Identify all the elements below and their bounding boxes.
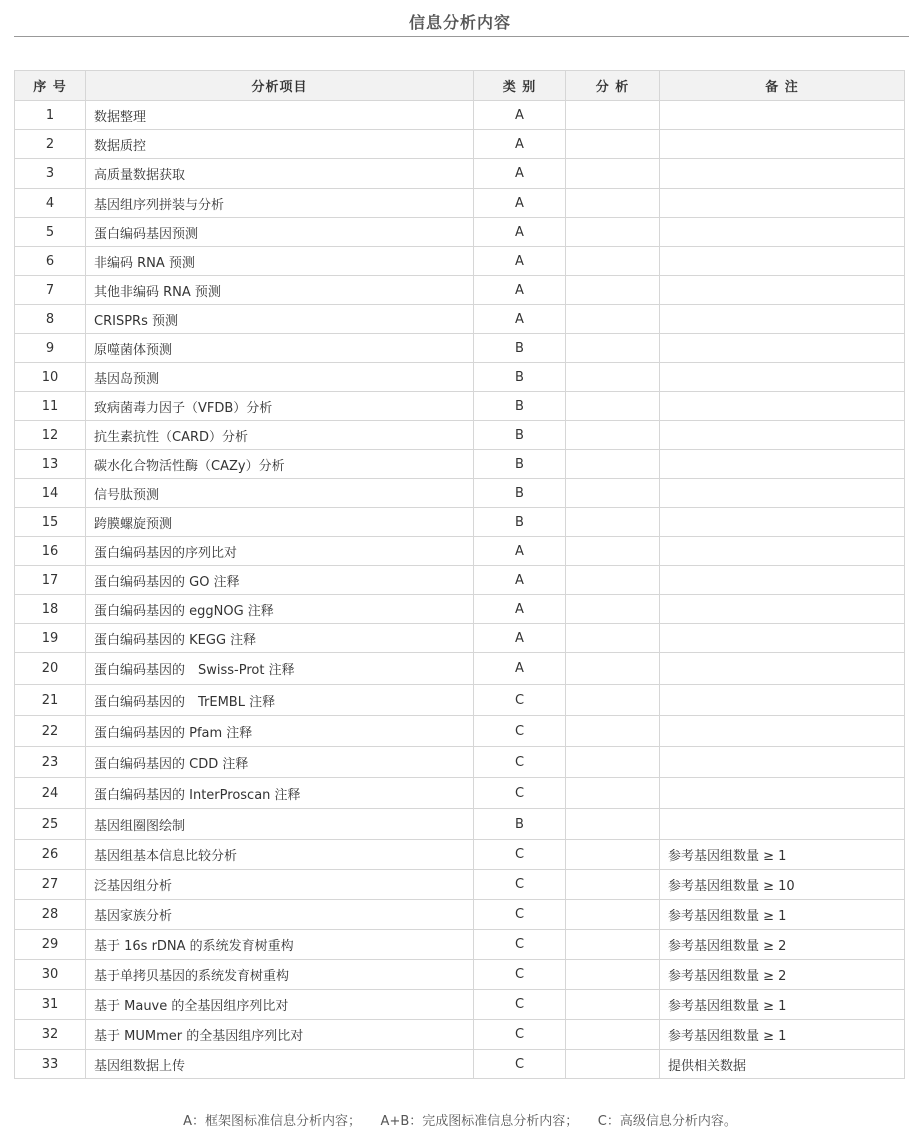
row-number: 17 bbox=[15, 566, 86, 595]
row-category: C bbox=[474, 840, 566, 870]
row-note bbox=[660, 130, 905, 159]
row-number: 5 bbox=[15, 218, 86, 247]
row-analysis bbox=[566, 747, 660, 778]
table-row bbox=[15, 334, 905, 363]
row-note: 参考基因组数量 ≥ 1 bbox=[660, 1020, 905, 1050]
row-category: B bbox=[474, 363, 566, 392]
table-row bbox=[15, 101, 905, 130]
row-note bbox=[660, 392, 905, 421]
row-item: 蛋白编码基因的 eggNOG 注释 bbox=[86, 595, 474, 624]
row-number: 9 bbox=[15, 334, 86, 363]
row-category: A bbox=[474, 305, 566, 334]
row-number: 25 bbox=[15, 809, 86, 840]
row-category: A bbox=[474, 218, 566, 247]
row-item: 跨膜螺旋预测 bbox=[86, 508, 474, 537]
table-row bbox=[15, 716, 905, 747]
row-number: 21 bbox=[15, 685, 86, 716]
row-item: 基于 16s rDNA 的系统发育树重构 bbox=[86, 930, 474, 960]
row-note: 参考基因组数量 ≥ 1 bbox=[660, 900, 905, 930]
table-row bbox=[15, 305, 905, 334]
table-row bbox=[15, 685, 905, 716]
table-row bbox=[15, 595, 905, 624]
row-category: B bbox=[474, 508, 566, 537]
row-item: 蛋白编码基因预测 bbox=[86, 218, 474, 247]
row-category: B bbox=[474, 392, 566, 421]
row-analysis bbox=[566, 685, 660, 716]
row-item: 蛋白编码基因的 InterProscan 注释 bbox=[86, 778, 474, 809]
row-note bbox=[660, 685, 905, 716]
row-category: A bbox=[474, 130, 566, 159]
row-item: 抗生素抗性（CARD）分析 bbox=[86, 421, 474, 450]
row-analysis bbox=[566, 421, 660, 450]
row-note bbox=[660, 101, 905, 130]
row-note bbox=[660, 450, 905, 479]
row-item: 蛋白编码基因的 Swiss-Prot 注释 bbox=[86, 653, 474, 685]
row-note bbox=[660, 809, 905, 840]
row-analysis bbox=[566, 595, 660, 624]
row-number: 14 bbox=[15, 479, 86, 508]
row-number: 20 bbox=[15, 653, 86, 685]
table-row bbox=[15, 247, 905, 276]
row-analysis bbox=[566, 305, 660, 334]
row-category: C bbox=[474, 747, 566, 778]
row-category: C bbox=[474, 1050, 566, 1079]
row-category: A bbox=[474, 247, 566, 276]
row-number: 22 bbox=[15, 716, 86, 747]
row-item: 基于单拷贝基因的系统发育树重构 bbox=[86, 960, 474, 990]
header-item: 分析项目 bbox=[86, 71, 474, 101]
row-analysis bbox=[566, 778, 660, 809]
row-note bbox=[660, 421, 905, 450]
row-category: A bbox=[474, 189, 566, 218]
row-number: 31 bbox=[15, 990, 86, 1020]
row-number: 12 bbox=[15, 421, 86, 450]
table-body bbox=[15, 101, 905, 1079]
table-row bbox=[15, 1050, 905, 1079]
row-item: 蛋白编码基因的 CDD 注释 bbox=[86, 747, 474, 778]
table-row bbox=[15, 1020, 905, 1050]
row-note bbox=[660, 479, 905, 508]
row-category: C bbox=[474, 930, 566, 960]
table-row bbox=[15, 450, 905, 479]
row-analysis bbox=[566, 247, 660, 276]
row-category: A bbox=[474, 159, 566, 189]
row-category: A bbox=[474, 276, 566, 305]
row-analysis bbox=[566, 566, 660, 595]
title-divider bbox=[14, 36, 909, 37]
row-analysis bbox=[566, 508, 660, 537]
row-analysis bbox=[566, 276, 660, 305]
table-row bbox=[15, 809, 905, 840]
row-category: C bbox=[474, 960, 566, 990]
row-item: 基于 MUMmer 的全基因组序列比对 bbox=[86, 1020, 474, 1050]
row-analysis bbox=[566, 130, 660, 159]
row-note bbox=[660, 159, 905, 189]
row-number: 16 bbox=[15, 537, 86, 566]
row-number: 4 bbox=[15, 189, 86, 218]
table-row bbox=[15, 624, 905, 653]
analysis-table bbox=[14, 70, 905, 1079]
row-number: 26 bbox=[15, 840, 86, 870]
table-row bbox=[15, 421, 905, 450]
row-analysis bbox=[566, 840, 660, 870]
row-analysis bbox=[566, 653, 660, 685]
table-row bbox=[15, 130, 905, 159]
row-item: 蛋白编码基因的 Pfam 注释 bbox=[86, 716, 474, 747]
row-analysis bbox=[566, 990, 660, 1020]
row-analysis bbox=[566, 159, 660, 189]
table-row bbox=[15, 653, 905, 685]
row-note bbox=[660, 247, 905, 276]
row-analysis bbox=[566, 334, 660, 363]
row-note: 参考基因组数量 ≥ 1 bbox=[660, 840, 905, 870]
row-item: 高质量数据获取 bbox=[86, 159, 474, 189]
row-item: 基因组序列拼装与分析 bbox=[86, 189, 474, 218]
row-analysis bbox=[566, 479, 660, 508]
row-note bbox=[660, 778, 905, 809]
row-analysis bbox=[566, 960, 660, 990]
row-category: B bbox=[474, 809, 566, 840]
row-item: 致病菌毒力因子（VFDB）分析 bbox=[86, 392, 474, 421]
row-analysis bbox=[566, 809, 660, 840]
row-item: 原噬菌体预测 bbox=[86, 334, 474, 363]
row-item: 蛋白编码基因的序列比对 bbox=[86, 537, 474, 566]
row-category: B bbox=[474, 450, 566, 479]
row-note bbox=[660, 218, 905, 247]
table-row bbox=[15, 159, 905, 189]
row-item: 蛋白编码基因的 KEGG 注释 bbox=[86, 624, 474, 653]
row-number: 11 bbox=[15, 392, 86, 421]
row-item: CRISPRs 预测 bbox=[86, 305, 474, 334]
table-row bbox=[15, 990, 905, 1020]
row-number: 24 bbox=[15, 778, 86, 809]
row-category: A bbox=[474, 101, 566, 130]
row-number: 8 bbox=[15, 305, 86, 334]
row-number: 27 bbox=[15, 870, 86, 900]
row-item: 基因组圈图绘制 bbox=[86, 809, 474, 840]
table-row bbox=[15, 508, 905, 537]
row-note: 参考基因组数量 ≥ 2 bbox=[660, 960, 905, 990]
row-analysis bbox=[566, 450, 660, 479]
row-number: 3 bbox=[15, 159, 86, 189]
row-number: 30 bbox=[15, 960, 86, 990]
header-note: 备 注 bbox=[660, 71, 905, 101]
row-item: 蛋白编码基因的 TrEMBL 注释 bbox=[86, 685, 474, 716]
category-legend: A：框架图标准信息分析内容； A+B：完成图标准信息分析内容； C：高级信息分析内容。 bbox=[183, 1114, 737, 1129]
row-analysis bbox=[566, 537, 660, 566]
row-analysis bbox=[566, 870, 660, 900]
table-row bbox=[15, 960, 905, 990]
row-category: A bbox=[474, 537, 566, 566]
table-row bbox=[15, 900, 905, 930]
table-row bbox=[15, 479, 905, 508]
row-category: B bbox=[474, 421, 566, 450]
row-item: 基因家族分析 bbox=[86, 900, 474, 930]
row-item: 基因岛预测 bbox=[86, 363, 474, 392]
row-number: 32 bbox=[15, 1020, 86, 1050]
row-category: C bbox=[474, 870, 566, 900]
row-item: 泛基因组分析 bbox=[86, 870, 474, 900]
row-number: 10 bbox=[15, 363, 86, 392]
row-category: B bbox=[474, 479, 566, 508]
row-note: 参考基因组数量 ≥ 1 bbox=[660, 990, 905, 1020]
table-header bbox=[15, 71, 905, 101]
row-category: A bbox=[474, 624, 566, 653]
row-note bbox=[660, 653, 905, 685]
header-category: 类 别 bbox=[474, 71, 566, 101]
row-number: 15 bbox=[15, 508, 86, 537]
row-note bbox=[660, 363, 905, 392]
row-number: 29 bbox=[15, 930, 86, 960]
row-number: 1 bbox=[15, 101, 86, 130]
row-note: 提供相关数据 bbox=[660, 1050, 905, 1079]
row-item: 基因组基本信息比较分析 bbox=[86, 840, 474, 870]
table-row bbox=[15, 778, 905, 809]
row-category: C bbox=[474, 990, 566, 1020]
row-note bbox=[660, 334, 905, 363]
row-note: 参考基因组数量 ≥ 2 bbox=[660, 930, 905, 960]
row-category: C bbox=[474, 778, 566, 809]
row-item: 非编码 RNA 预测 bbox=[86, 247, 474, 276]
row-analysis bbox=[566, 900, 660, 930]
row-item: 基于 Mauve 的全基因组序列比对 bbox=[86, 990, 474, 1020]
row-number: 19 bbox=[15, 624, 86, 653]
table-row bbox=[15, 363, 905, 392]
table-row bbox=[15, 930, 905, 960]
row-analysis bbox=[566, 101, 660, 130]
row-category: A bbox=[474, 595, 566, 624]
table-row bbox=[15, 566, 905, 595]
table-row bbox=[15, 392, 905, 421]
table-row bbox=[15, 276, 905, 305]
row-note bbox=[660, 305, 905, 334]
table-row bbox=[15, 747, 905, 778]
row-number: 6 bbox=[15, 247, 86, 276]
row-item: 数据质控 bbox=[86, 130, 474, 159]
row-category: C bbox=[474, 900, 566, 930]
row-note bbox=[660, 537, 905, 566]
header-row bbox=[15, 71, 905, 101]
row-number: 28 bbox=[15, 900, 86, 930]
row-analysis bbox=[566, 930, 660, 960]
row-analysis bbox=[566, 392, 660, 421]
row-item: 信号肽预测 bbox=[86, 479, 474, 508]
row-analysis bbox=[566, 1020, 660, 1050]
row-category: C bbox=[474, 685, 566, 716]
row-analysis bbox=[566, 624, 660, 653]
row-category: C bbox=[474, 1020, 566, 1050]
row-analysis bbox=[566, 189, 660, 218]
table-row bbox=[15, 870, 905, 900]
row-item: 数据整理 bbox=[86, 101, 474, 130]
row-number: 7 bbox=[15, 276, 86, 305]
row-analysis bbox=[566, 716, 660, 747]
row-item: 蛋白编码基因的 GO 注释 bbox=[86, 566, 474, 595]
header-analysis: 分 析 bbox=[566, 71, 660, 101]
row-category: A bbox=[474, 653, 566, 685]
table-row bbox=[15, 189, 905, 218]
row-note bbox=[660, 566, 905, 595]
page-title: 信息分析内容 bbox=[408, 13, 511, 32]
row-analysis bbox=[566, 363, 660, 392]
row-note bbox=[660, 508, 905, 537]
row-item: 碳水化合物活性酶（CAZy）分析 bbox=[86, 450, 474, 479]
row-note bbox=[660, 595, 905, 624]
row-note bbox=[660, 189, 905, 218]
row-category: A bbox=[474, 566, 566, 595]
table-row bbox=[15, 840, 905, 870]
row-analysis bbox=[566, 1050, 660, 1079]
row-number: 2 bbox=[15, 130, 86, 159]
row-item: 其他非编码 RNA 预测 bbox=[86, 276, 474, 305]
row-note bbox=[660, 624, 905, 653]
row-analysis bbox=[566, 218, 660, 247]
row-category: B bbox=[474, 334, 566, 363]
row-note bbox=[660, 747, 905, 778]
row-note: 参考基因组数量 ≥ 10 bbox=[660, 870, 905, 900]
row-note bbox=[660, 276, 905, 305]
row-number: 33 bbox=[15, 1050, 86, 1079]
row-item: 基因组数据上传 bbox=[86, 1050, 474, 1079]
table-row bbox=[15, 537, 905, 566]
row-note bbox=[660, 716, 905, 747]
row-number: 18 bbox=[15, 595, 86, 624]
header-no: 序 号 bbox=[15, 71, 86, 101]
row-category: C bbox=[474, 716, 566, 747]
table-row bbox=[15, 218, 905, 247]
row-number: 13 bbox=[15, 450, 86, 479]
row-number: 23 bbox=[15, 747, 86, 778]
